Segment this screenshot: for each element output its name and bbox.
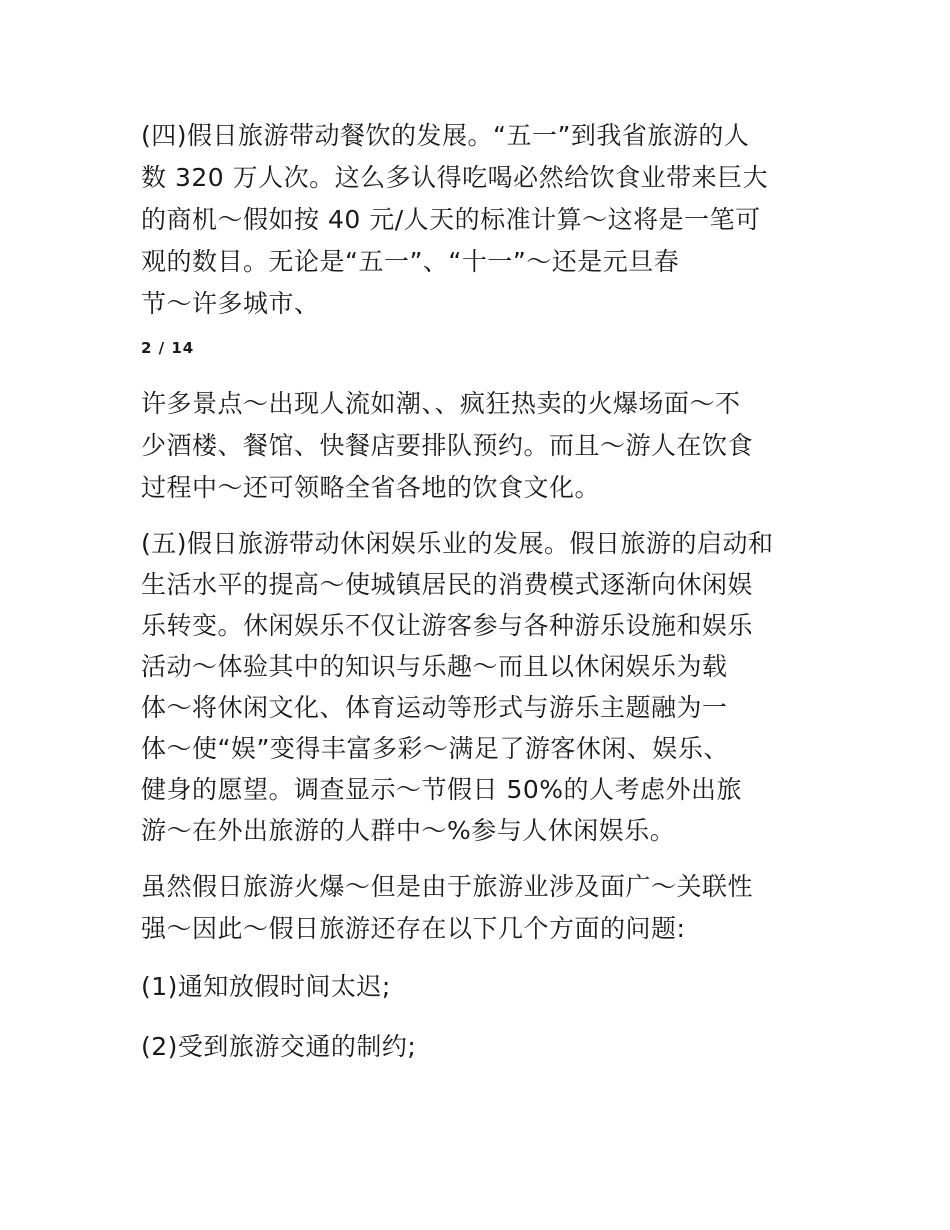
paragraph-5-line-4: 活动～体验其中的知识与乐趣～而且以休闲娱乐为载 <box>141 652 728 681</box>
paragraph-5-line-2: 生活水平的提高～使城镇居民的消费模式逐渐向休闲娱 <box>141 570 754 599</box>
paragraph-4-line-5: 节～许多城市、 <box>141 289 320 318</box>
paragraph-4-line-4: 观的数目。无论是“五一”、“十一”～还是元旦春 <box>141 247 680 276</box>
list-item-1: (1)通知放假时间太迟; <box>141 972 391 1001</box>
problems-line-1: 虽然假日旅游火爆～但是由于旅游业涉及面广～关联性 <box>141 872 754 901</box>
continuation-line-3: 过程中～还可领略全省各地的饮食文化。 <box>141 473 601 502</box>
paragraph-5-line-1: (五)假日旅游带动休闲娱乐业的发展。假日旅游的启动和 <box>141 529 774 558</box>
paragraph-4-line-1: (四)假日旅游带动餐饮的发展。“五一”到我省旅游的人 <box>141 121 750 150</box>
paragraph-5-line-7: 健身的愿望。调查显示～节假日 50%的人考虑外出旅 <box>141 775 743 804</box>
list-item-2: (2)受到旅游交通的制约; <box>141 1032 417 1061</box>
continuation-line-2: 少酒楼、餐馆、快餐店要排队预约。而且～游人在饮食 <box>141 431 754 460</box>
paragraph-5-line-8: 游～在外出旅游的人群中～%参与人休闲娱乐。 <box>141 816 676 845</box>
problems-line-2: 强～因此～假日旅游还存在以下几个方面的问题: <box>141 914 686 943</box>
paragraph-5-line-3: 乐转变。休闲娱乐不仅让游客参与各种游乐设施和娱乐 <box>141 611 754 640</box>
paragraph-5-line-6: 体～使“娱”变得丰富多彩～满足了游客休闲、娱乐、 <box>141 734 729 763</box>
paragraph-4-line-2: 数 320 万人次。这么多认得吃喝必然给饮食业带来巨大 <box>141 163 769 192</box>
continuation-line-1: 许多景点～出现人流如潮、、疯狂热卖的火爆场面～不 <box>141 389 741 418</box>
paragraph-5-line-5: 体～将休闲文化、体育运动等形式与游乐主题融为一 <box>141 693 728 722</box>
page-number: 2 / 14 <box>141 339 195 357</box>
paragraph-4-line-3: 的商机～假如按 40 元/人天的标准计算～这将是一笔可 <box>141 205 761 234</box>
